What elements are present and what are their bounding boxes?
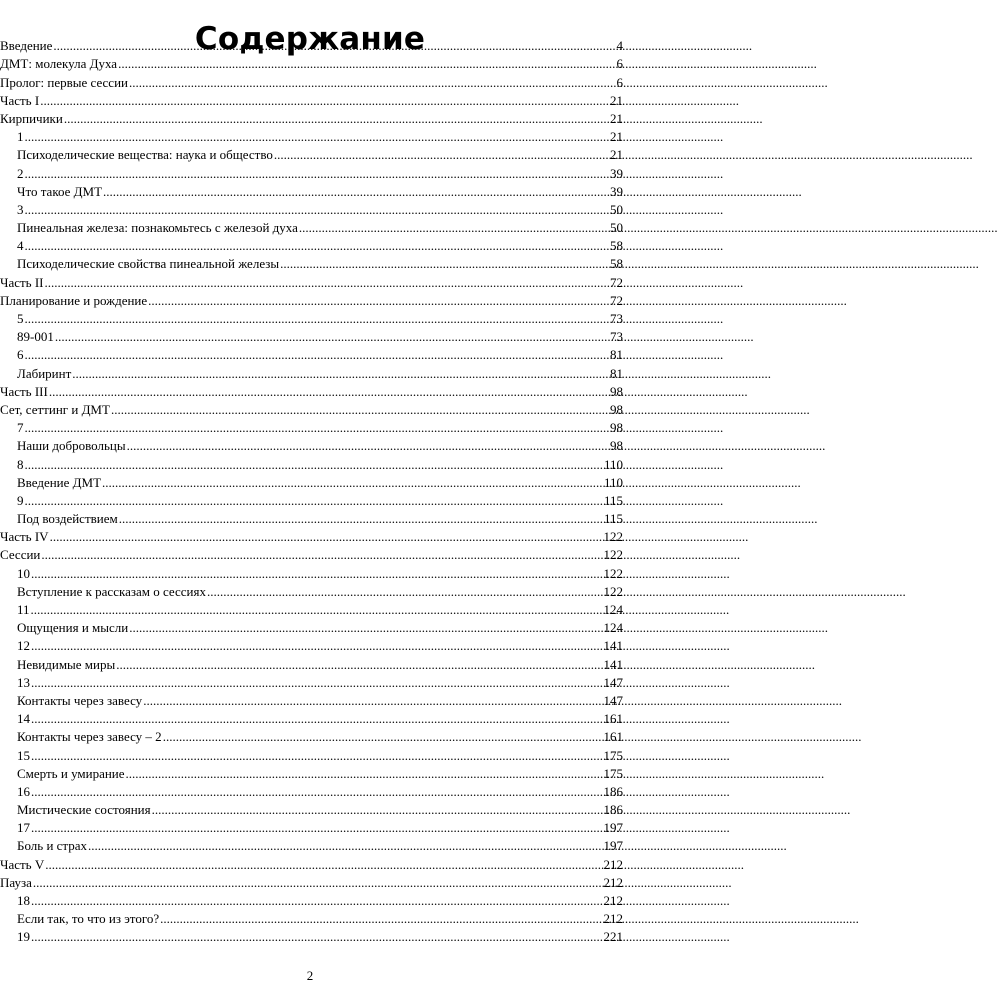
- dot-leader: [31, 929, 603, 944]
- toc-entry-page: 58: [610, 238, 623, 254]
- dot-leader: [25, 457, 603, 472]
- toc-entry-page: 147: [603, 692, 623, 708]
- toc-entry-title: Часть I: [0, 92, 40, 108]
- toc-entry-title: 11: [17, 602, 30, 617]
- toc-entry[interactable]: [0, 453, 623, 471]
- toc-entry[interactable]: [0, 526, 623, 544]
- toc-entry[interactable]: [0, 344, 623, 362]
- toc-entry-page: 6: [616, 56, 623, 72]
- dot-leader: [41, 547, 602, 562]
- dot-leader: [126, 766, 603, 781]
- toc-entry-page: 81: [610, 365, 623, 381]
- toc-entry-title: Планирование и рождение: [0, 292, 148, 308]
- toc-entry-page: 141: [603, 656, 623, 672]
- toc-entry[interactable]: [0, 71, 623, 89]
- toc-entry-title: Сессии: [0, 547, 41, 563]
- dot-leader: [274, 147, 609, 162]
- toc-entry[interactable]: [0, 835, 623, 853]
- toc-entry[interactable]: [0, 508, 623, 526]
- dot-leader: [31, 675, 603, 690]
- dot-leader: [163, 729, 603, 744]
- toc-entry[interactable]: [0, 544, 623, 562]
- dot-leader: [25, 347, 610, 362]
- toc-entry-title: Если так, то что из этого?: [17, 911, 160, 927]
- dot-leader: [31, 748, 603, 763]
- dot-leader: [103, 184, 609, 199]
- toc-entry[interactable]: [0, 908, 623, 926]
- dot-leader: [88, 838, 602, 853]
- toc-entry[interactable]: [0, 108, 623, 126]
- toc-entry[interactable]: [0, 781, 623, 799]
- toc-entry-page: 212: [603, 856, 623, 872]
- dot-leader: [45, 275, 609, 290]
- toc-entry-title: Пауза: [0, 874, 32, 890]
- toc-entry-title: 14: [17, 711, 30, 727]
- toc-entry-page: 161: [603, 729, 623, 745]
- dot-leader: [102, 475, 603, 490]
- toc-entry-title: 3: [17, 201, 24, 217]
- toc-entry[interactable]: [0, 362, 623, 380]
- dot-leader: [129, 620, 602, 635]
- toc-entry[interactable]: [0, 199, 623, 217]
- toc-entry-page: 72: [610, 292, 623, 308]
- toc-entry-title: 2: [17, 165, 24, 181]
- toc-entry-page: 39: [610, 183, 623, 199]
- dot-leader: [148, 293, 609, 308]
- toc-entry-title: ДМТ: молекула Духа: [0, 56, 118, 72]
- toc-entry-title: Психоделические вещества: наука и общество: [17, 147, 273, 163]
- dot-leader: [25, 420, 610, 435]
- toc-entry[interactable]: [0, 817, 623, 835]
- toc-entry-page: 4: [616, 38, 623, 54]
- toc-entry-page: 197: [603, 838, 623, 854]
- toc-entry[interactable]: [0, 144, 623, 162]
- dot-leader: [143, 693, 602, 708]
- toc-entry-page: 98: [610, 438, 623, 454]
- toc-entry[interactable]: [0, 253, 623, 271]
- toc-entry-title: Кирпичики: [0, 110, 63, 126]
- toc-entry-page: 197: [603, 820, 623, 836]
- toc-entry-page: 212: [603, 874, 623, 890]
- toc-entry-title: Часть V: [0, 856, 45, 872]
- dot-leader: [280, 256, 609, 271]
- toc-entry-title: 12: [17, 638, 30, 654]
- toc-entry[interactable]: [0, 744, 623, 762]
- toc-entry-title: Мистические состояния: [17, 802, 151, 818]
- toc-entry[interactable]: [0, 799, 623, 817]
- toc-entry[interactable]: [0, 672, 623, 690]
- toc-entry-title: 16: [17, 783, 30, 799]
- toc-entry[interactable]: [0, 872, 623, 890]
- toc-entry[interactable]: [0, 53, 623, 71]
- toc-entry[interactable]: [0, 690, 623, 708]
- toc-entry-page: 147: [603, 674, 623, 690]
- toc-entry-title: Часть II: [0, 274, 44, 290]
- toc-entry-page: 122: [603, 547, 623, 563]
- toc-entry[interactable]: [0, 181, 623, 199]
- toc-entry-title: 15: [17, 747, 30, 763]
- toc-entry[interactable]: [0, 890, 623, 908]
- dot-leader: [72, 366, 609, 381]
- toc-entry-page: 50: [610, 220, 623, 236]
- toc-entry-title: 19: [17, 929, 30, 945]
- dot-leader: [31, 711, 603, 726]
- toc-entry-page: 122: [603, 583, 623, 599]
- toc-entry-page: 81: [610, 347, 623, 363]
- toc-entry-title: Под воздействием: [17, 511, 118, 527]
- toc-entry-page: 98: [610, 420, 623, 436]
- toc-entry-page: 50: [610, 201, 623, 217]
- toc-entry[interactable]: [0, 708, 623, 726]
- toc-entry-title: 89-001: [17, 329, 54, 345]
- toc-entry[interactable]: [0, 635, 623, 653]
- dot-leader: [31, 820, 603, 835]
- toc-entry-title: 9: [17, 492, 24, 508]
- toc-entry[interactable]: [0, 726, 623, 744]
- toc-entry-page: 124: [603, 620, 623, 636]
- toc-entry-title: Введение: [0, 38, 53, 54]
- toc-entry[interactable]: [0, 763, 623, 781]
- dot-leader: [299, 220, 609, 235]
- toc-entry-page: 21: [610, 92, 623, 108]
- dot-leader: [111, 402, 609, 417]
- toc-entry[interactable]: [0, 235, 623, 253]
- toc-entry-page: 186: [603, 802, 623, 818]
- toc-entry-page: 21: [610, 110, 623, 126]
- toc-entry-page: 186: [603, 783, 623, 799]
- toc-entry-title: Часть IV: [0, 529, 49, 545]
- toc-entry[interactable]: [0, 162, 623, 180]
- dot-leader: [116, 657, 602, 672]
- toc-entry-title: Пролог: первые сессии: [0, 74, 128, 90]
- dot-leader: [31, 893, 603, 908]
- toc-entry[interactable]: [0, 217, 623, 235]
- dot-leader: [45, 857, 602, 872]
- toc-entry[interactable]: [0, 581, 623, 599]
- toc-entry-page: 122: [603, 565, 623, 581]
- dot-leader: [25, 166, 610, 181]
- dot-leader: [129, 75, 616, 90]
- dot-leader: [25, 493, 603, 508]
- toc-entry[interactable]: [0, 435, 623, 453]
- toc-entry-page: 21: [610, 147, 623, 163]
- toc-entry-page: 141: [603, 638, 623, 654]
- dot-leader: [50, 529, 603, 544]
- dot-leader: [53, 38, 615, 53]
- toc-entry-page: 122: [603, 529, 623, 545]
- toc-entry[interactable]: [0, 599, 623, 617]
- dot-leader: [25, 202, 610, 217]
- toc-entry-title: 8: [17, 456, 24, 472]
- toc-entry-title: 17: [17, 820, 30, 836]
- toc-entry-title: 6: [17, 347, 24, 363]
- toc-entry-title: Смерть и умирание: [17, 765, 125, 781]
- toc-entry-title: 7: [17, 420, 24, 436]
- toc-entry[interactable]: [0, 562, 623, 580]
- dot-leader: [25, 238, 610, 253]
- dot-leader: [25, 129, 610, 144]
- dot-leader: [31, 784, 603, 799]
- toc-entry[interactable]: [0, 90, 623, 108]
- toc-entry-page: 6: [616, 74, 623, 90]
- page-number: 2: [306, 968, 314, 983]
- dot-leader: [119, 511, 603, 526]
- toc-entry-title: 5: [17, 311, 24, 326]
- dot-leader: [33, 875, 603, 890]
- dot-leader: [64, 111, 609, 126]
- toc-entry-page: 212: [603, 893, 623, 908]
- toc-entry[interactable]: [0, 126, 623, 144]
- toc-entry-page: 115: [603, 492, 623, 508]
- toc-entry[interactable]: [0, 853, 623, 871]
- toc-entry-title: Психоделические свойства пинеальной железы: [17, 256, 280, 272]
- toc-entry[interactable]: [0, 308, 623, 326]
- toc-entry-page: 110: [603, 456, 623, 472]
- toc-entry[interactable]: [0, 271, 623, 289]
- toc-entry-page: 73: [610, 329, 623, 345]
- toc-entry[interactable]: [0, 326, 623, 344]
- toc-entry-page: 98: [610, 401, 623, 417]
- dot-leader: [31, 566, 603, 581]
- toc-entry-page: 212: [603, 911, 623, 927]
- toc-entry[interactable]: [0, 290, 623, 308]
- dot-leader: [160, 911, 602, 926]
- toc-entry-title: Что такое ДМТ: [17, 183, 103, 199]
- dot-leader: [31, 638, 603, 653]
- toc-entry-page: 98: [610, 383, 623, 399]
- dot-leader: [49, 384, 609, 399]
- toc-entry-page: 124: [603, 602, 623, 617]
- toc-entry-title: Невидимые миры: [17, 656, 116, 672]
- dot-leader: [25, 311, 610, 326]
- toc-entry-page: 58: [610, 256, 623, 272]
- toc-entry-title: 13: [17, 674, 30, 690]
- toc-entry-title: Часть III: [0, 383, 48, 399]
- toc-entry-title: Контакты через завесу: [17, 692, 143, 708]
- toc-entry-title: Боль и страх: [17, 838, 88, 854]
- toc-entry[interactable]: [0, 653, 623, 671]
- toc-entry-title: 18: [17, 893, 30, 908]
- toc-entry[interactable]: [0, 490, 623, 508]
- toc-entry-page: 73: [610, 311, 623, 326]
- toc-entry-title: Введение ДМТ: [17, 474, 102, 490]
- toc-entry-page: 72: [610, 274, 623, 290]
- dot-leader: [40, 93, 609, 108]
- toc-entry[interactable]: [0, 381, 623, 399]
- toc-entry-page: 161: [603, 711, 623, 727]
- toc-entry-page: 110: [603, 474, 623, 490]
- dot-leader: [31, 602, 603, 617]
- toc-entry[interactable]: [0, 617, 623, 635]
- toc-entry[interactable]: [0, 35, 623, 53]
- toc-entry-title: Контакты через завесу – 2: [17, 729, 162, 745]
- toc-entry-title: Ощущения и мысли: [17, 620, 129, 636]
- toc-entry-title: 10: [17, 565, 30, 581]
- toc-entry-title: Лабиринт: [17, 365, 72, 381]
- toc-entry-page: 175: [603, 747, 623, 763]
- page-title: Содержание: [194, 20, 426, 57]
- toc-entry[interactable]: [0, 399, 623, 417]
- dot-leader: [207, 584, 603, 599]
- table-of-contents: [0, 35, 623, 944]
- toc-entry-title: Сет, сеттинг и ДМТ: [0, 401, 110, 417]
- toc-entry-page: 221: [603, 929, 623, 945]
- toc-entry[interactable]: [0, 926, 623, 944]
- dot-leader: [118, 56, 615, 71]
- toc-entry-page: 175: [603, 765, 623, 781]
- dot-leader: [127, 438, 609, 453]
- toc-entry-title: 4: [17, 238, 24, 254]
- toc-entry[interactable]: [0, 417, 623, 435]
- toc-entry-page: 115: [603, 511, 623, 527]
- toc-entry-title: Пинеальная железа: познакомьтесь с железой духа: [17, 220, 298, 236]
- dot-leader: [55, 329, 609, 344]
- toc-entry-page: 21: [610, 129, 623, 145]
- dot-leader: [152, 802, 603, 817]
- toc-entry-title: Вступление к рассказам о сессиях: [17, 583, 206, 599]
- toc-entry-page: 39: [610, 165, 623, 181]
- toc-entry[interactable]: [0, 472, 623, 490]
- toc-entry-title: 1: [17, 129, 24, 145]
- toc-entry-title: Наши добровольцы: [17, 438, 126, 454]
